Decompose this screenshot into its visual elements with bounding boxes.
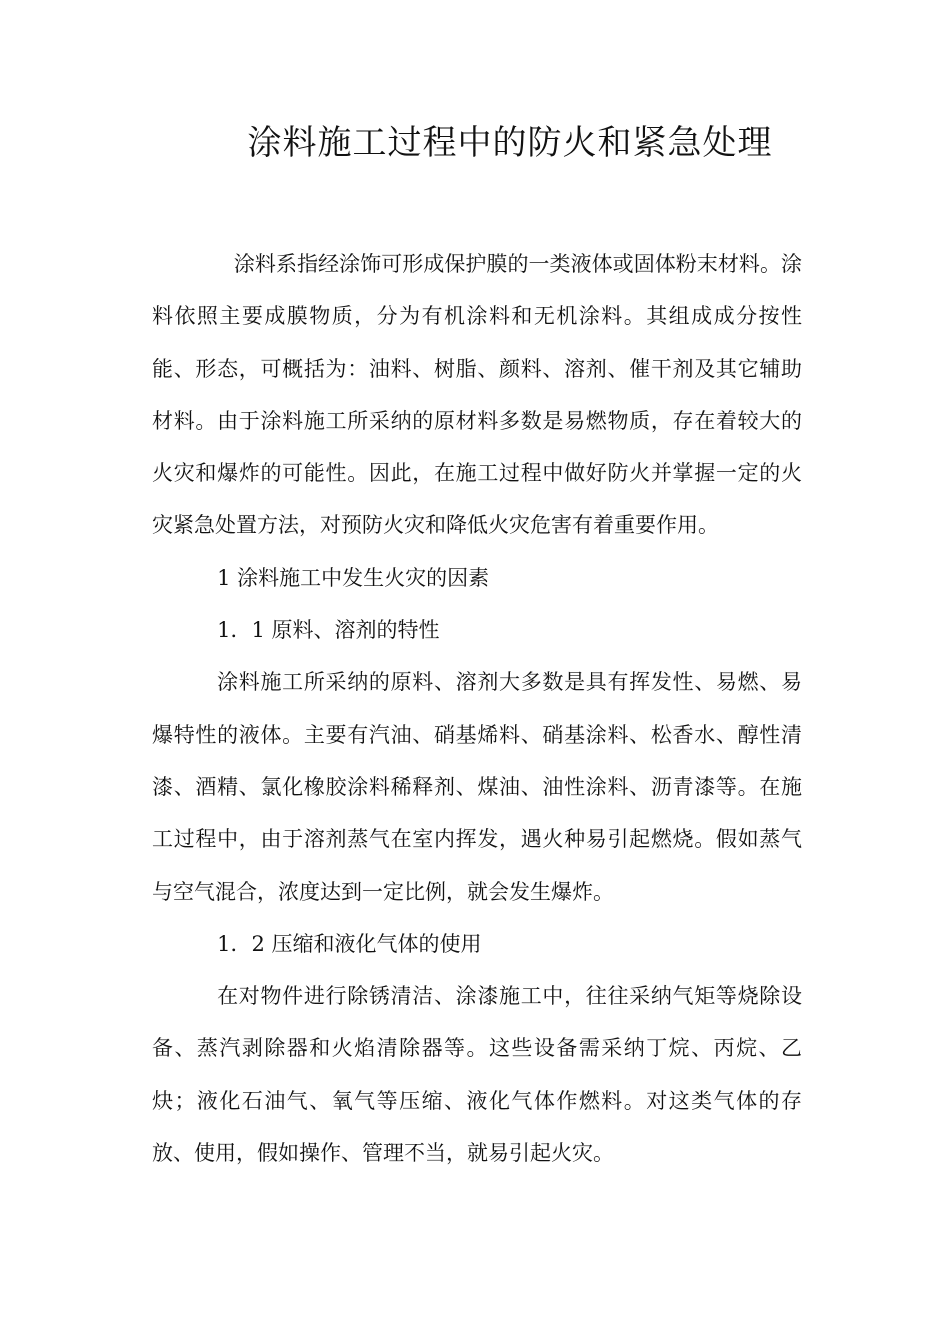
body-paragraph-1-2: 在对物件进行除锈清洁、涂漆施工中，往往采纳气矩等烧除设备、蒸汽剥除器和火焰清除器等。这些设备需采纳丁烷、丙烷、乙炔；液化石油气、氧气等压缩、液化气体作燃料。对这类气体的存放、使用，假如操作、管理不当，就易引起火灾。 bbox=[152, 984, 802, 1166]
subsection-heading-1-2: 1．2 压缩和液化气体的使用 bbox=[217, 931, 482, 956]
subsection-heading-1-1: 1．1 原料、溶剂的特性 bbox=[217, 618, 440, 643]
document-title: 涂料施工过程中的防火和紧急处理 bbox=[247, 123, 773, 163]
intro-paragraph: 涂料系指经涂饰可形成保护膜的一类液体或固体粉末材料。涂料依照主要成膜物质，分为有机涂料和无机涂料。其组成成分按性能、形态，可概括为：油料、树脂、颜料、溶剂、催干剂及其它辅助材料。由于涂料施工所采纳的原材料多数是易燃物质，存在着较大的火灾和爆炸的可能性。因此，在施工过程中做好防火并掌握一定的火灾紧急处置方法，对预防火灾和降低火灾危害有着重要作用。 bbox=[152, 252, 802, 538]
document-body bbox=[152, 238, 802, 1179]
section-heading-1: 1 涂料施工中发生火灾的因素 bbox=[217, 565, 490, 590]
body-paragraph-1-1: 涂料施工所采纳的原料、溶剂大多数是具有挥发性、易燃、易爆特性的液体。主要有汽油、硝基烯料、硝基涂料、松香水、醇性清漆、酒精、氯化橡胶涂料稀释剂、煤油、油性涂料、沥青漆等。在施工过程中，由于溶剂蒸气在室内挥发，遇火种易引起燃烧。假如蒸气与空气混合，浓度达到一定比例，就会发生爆炸。 bbox=[152, 670, 802, 904]
